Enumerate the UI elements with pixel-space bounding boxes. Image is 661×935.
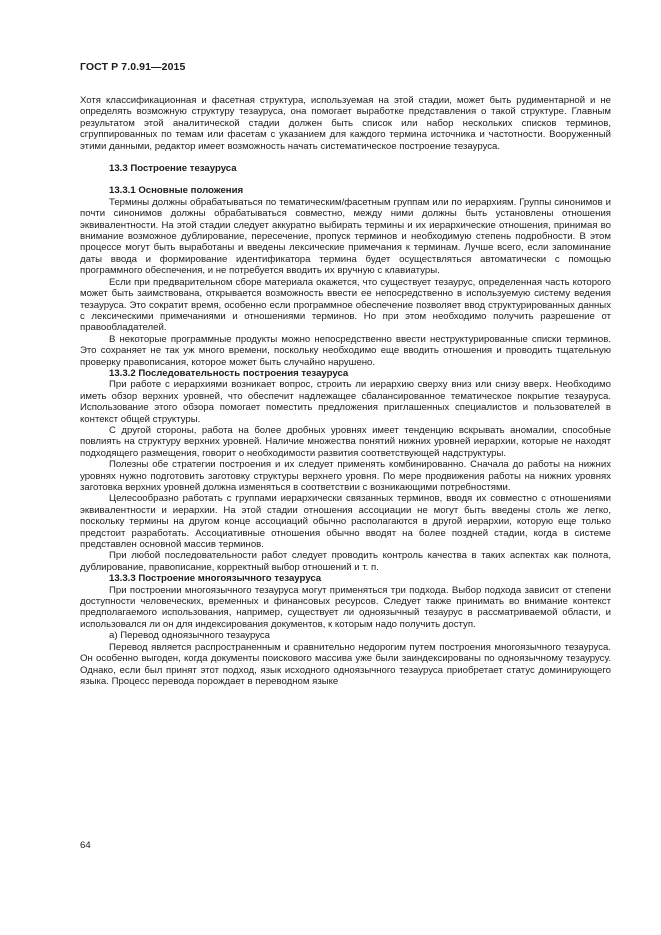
paragraph: С другой стороны, работа на более дробных уровнях имеет тенденцию вскрывать аномалии, способные повлиять на структуру верхних уровней. Наличие множества понятий нижних уровней иерархии, которые не находят подходящего размещения, говорит о необходимости развития соответствующей надструктуры. [80, 424, 611, 459]
section-heading-13-3-1: 13.3.1 Основные положения [109, 185, 244, 197]
paragraph: При построении многоязычного тезауруса могут применяться три подхода. Выбор подхода зависит от степени доступности человеческих, временных и финансовых ресурсов. Следует также принимать во внимание контекст предполагаемого использования, например, существует ли одноязычный тезаурус в рассматриваемой области, и использовался ли он для индексирования документов, к которым надо получить доступ. [80, 584, 611, 630]
paragraph: Если при предварительном сборе материала окажется, что существует тезаурус, определенная часть которого может быть заимствована, открывается возможность ввести ее непосредственно в используемую систему ведения тезауруса. Это сократит время, особенно если программное обеспечение позволяет ввод структурированных данных с лексическими примечаниями и отношениями терминов. Но при этом необходимо получить разрешение от правообладателей. [80, 276, 611, 334]
section-heading-13-3: 13.3 Построение тезауруса [109, 163, 237, 175]
paragraph: Термины должны обрабатываться по тематическим/фасетным группам или по иерархиям. Группы синонимов и почти синонимов должны обрабатываться совместно, между ними должны быть установлены отношения эквивалентности. На этой стадии следует аккуратно выбирать термины и их иерархические отношения, принимая во внимание возможное дублирование, пересечение, пропуск терминов и необходимую степень подробности. В этом процессе могут быть выработаны и введены лексические примечания к терминам. Лучше всего, если запоминание даты ввода и формирование идентификатора термина будет осуществляться автоматически с помощью программного обеспечения, и не потребуется вводить их вручную с клавиатуры. [80, 196, 611, 277]
section-heading-13-3-3: 13.3.3 Построение многоязычного тезауруса [109, 573, 322, 585]
paragraph: В некоторые программные продукты можно непосредственно ввести неструктурированные списки терминов. Это сохраняет не так уж много времени, поскольку необходимо еще вводить отношения и проводить тщательную проверку правописания, которое может быть случайно нарушено. [80, 333, 611, 368]
paragraph: Целесообразно работать с группами иерархически связанных терминов, вводя их совместно с отношениями эквивалентности и иерархии. На этой стадии отношения ассоциации не могут быть введены столь же легко, поскольку термины на другом конце ассоциаций обычно располагаются в другой иерархии, которую еще только предстоит разработать. Ассоциативные отношения обычно вводят на более поздней стадии, когда в системе представлен основной массив терминов. [80, 493, 611, 551]
paragraph: При любой последовательности работ следует проводить контроль качества в таких аспектах как полнота, дублирование, правописание, корректный выбор отношений и т. п. [80, 550, 611, 573]
section-heading-13-3-2: 13.3.2 Последовательность построения тезауруса [109, 367, 349, 379]
paragraph: Перевод является распространенным и сравнительно недорогим путем построения многоязычного тезауруса. Он особенно выгоден, когда документы поискового массива уже были заиндексированы по одноязычному тезаурусу. Однако, если был принят этот подход, язык исходного одноязычного тезауруса приобретает статус доминирующего языка. Процесс перевода порождает в переводном языке [80, 641, 611, 687]
document-header: ГОСТ Р 7.0.91—2015 [80, 61, 186, 73]
document-body [80, 95, 611, 687]
page-number: 64 [80, 840, 91, 851]
paragraph-intro: Хотя классификационная и фасетная структура, используемая на этой стадии, может быть рудиментарной и не определять возможную структуру тезауруса, она помогает выработке представления о такой структуре. Главным результатом этой аналитической стадии должен быть список или набор нескольких списков терминов, сгруппированных по темам или фасетам с указанием для каждого термина источника и частотности. Вооруженный этими данными, редактор имеет возможность начать систематическое построение тезауруса. [80, 95, 611, 152]
list-item-a: а) Перевод одноязычного тезауруса [109, 630, 271, 642]
paragraph: Полезны обе стратегии построения и их следует применять комбинированно. Сначала до работы на нижних уровнях нужно подготовить заготовку структуры верхнего уровня. По мере продвижения работы на нижних уровнях заготовка верхних уровней должна изменяться в соответствии с возникающими потребностями. [80, 459, 611, 493]
paragraph: При работе с иерархиями возникает вопрос, строить ли иерархию сверху вниз или снизу вверх. Необходимо иметь обзор верхних уровней, что обеспечит надлежащее сбалансированное тематическое покрытие тезауруса. Использование этого обзора помогает поместить предложения приглашенных специалистов и пользователей в контекст общей структуры. [80, 379, 611, 425]
